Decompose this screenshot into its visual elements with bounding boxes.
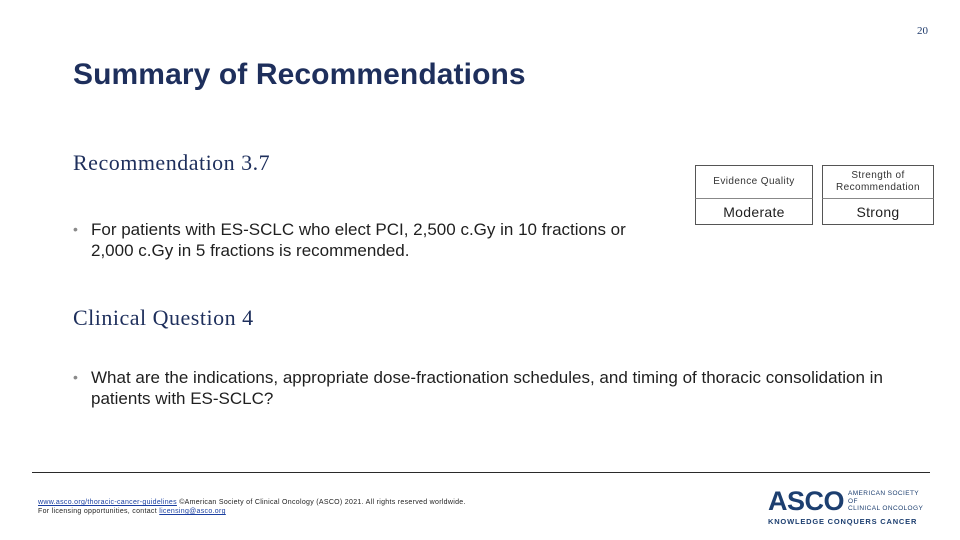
clinical-question-heading: Clinical Question 4 [73, 305, 254, 330]
strength-header: Strength of Recommendation [822, 165, 934, 199]
footer [38, 498, 466, 516]
evidence-quality-header: Evidence Quality [695, 165, 813, 199]
licensing-email-link[interactable]: licensing@asco.org [159, 508, 226, 515]
recommendation-text: For patients with ES-SCLC who elect PCI, 2,500 c.Gy in 10 fractions or 2,000 c.Gy in 5 fractions is recommended. [91, 220, 626, 260]
copyright-text: ©American Society of Clinical Oncology (ASCO) 2021. All rights reserved worldwide. [179, 499, 466, 506]
page-title: Summary of Recommendations [73, 58, 526, 91]
recommendation-bullet [73, 219, 633, 261]
strength-value: Strong [822, 199, 934, 225]
asco-logo [768, 488, 930, 528]
footer-line-2 [38, 507, 466, 516]
asco-society-name [848, 490, 930, 513]
asco-logo-mark: ASCO [768, 486, 845, 516]
bullet-icon: • [73, 221, 78, 237]
bullet-icon: • [73, 369, 78, 385]
page-number: 20 [917, 25, 928, 37]
evidence-quality-value: Moderate [695, 199, 813, 225]
society-line-2: CLINICAL ONCOLOGY [848, 505, 924, 512]
clinical-question-text: What are the indications, appropriate dose-fractionation schedules, and timing of thoracic consolidation in patients with ES-SCLC? [91, 368, 883, 408]
clinical-question-bullet [73, 367, 893, 409]
licensing-text: For licensing opportunities, contact [38, 508, 157, 515]
society-line-1: AMERICAN SOCIETY OF [848, 490, 919, 505]
footer-line-1 [38, 498, 466, 507]
asco-tagline: KNOWLEDGE CONQUERS CANCER [768, 517, 918, 526]
recommendation-heading: Recommendation 3.7 [73, 150, 271, 175]
footer-divider [32, 472, 930, 473]
guidelines-link[interactable]: www.asco.org/thoracic-cancer-guidelines [38, 499, 177, 506]
